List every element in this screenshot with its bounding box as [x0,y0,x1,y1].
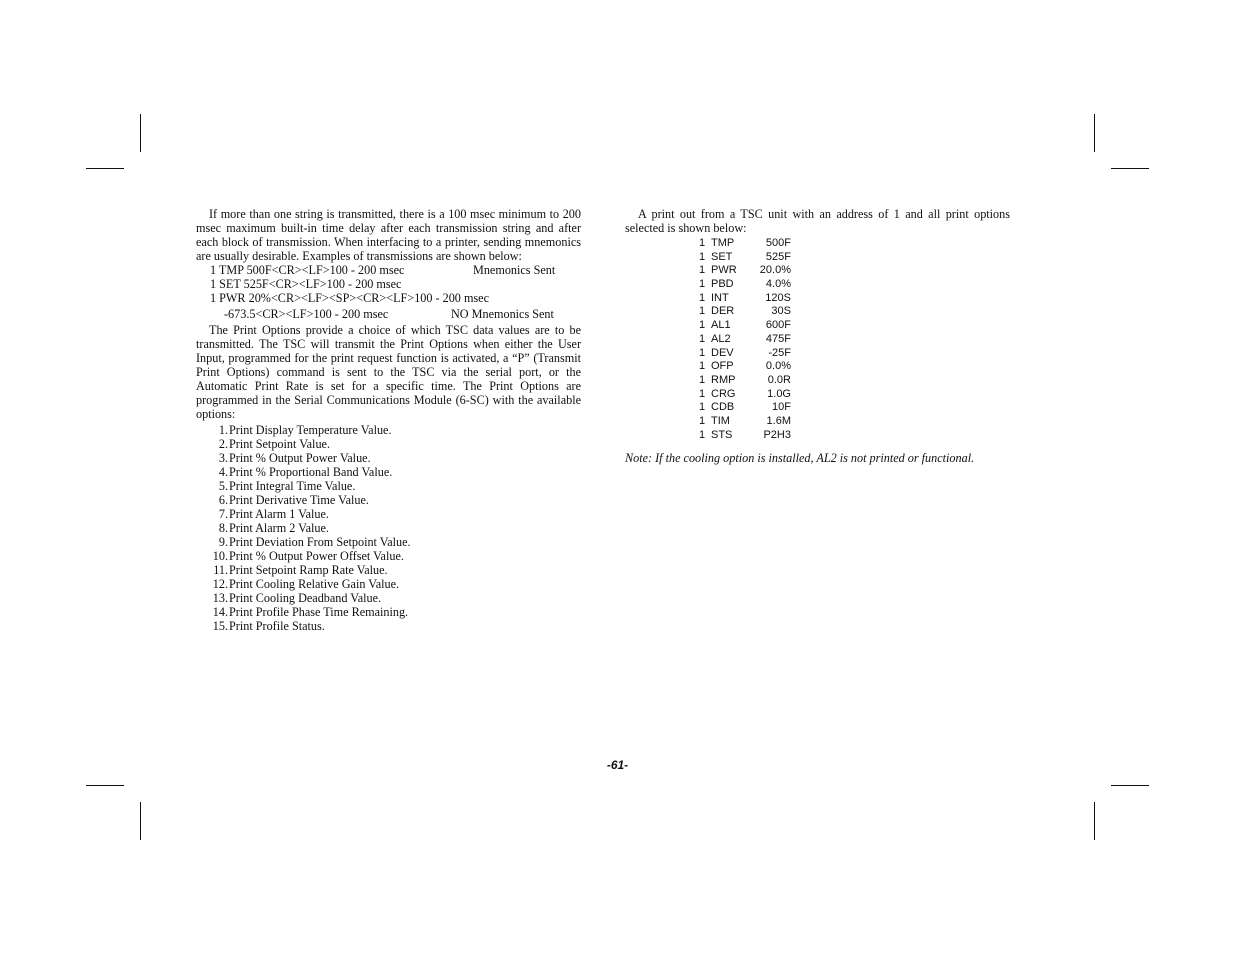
option-text: Print Setpoint Value. [229,437,330,451]
option-text: Print Derivative Time Value. [229,493,369,507]
option-number: 7. [218,507,228,521]
printout-value: P2H3 [763,428,791,441]
print-option-item [196,619,581,633]
transmission-code: 1 SET 525F<CR><LF>100 - 200 msec [210,277,402,291]
printout-value: -25F [768,346,791,359]
printout-row [699,264,791,278]
printout-value: 1.6M [766,414,791,427]
transmission-code: -673.5<CR><LF>100 - 200 msec [224,307,389,321]
printout-mnemonic: DER [711,305,735,318]
option-number: 6. [218,493,228,507]
transmission-example [196,307,581,321]
printout-value: 30S [771,305,791,318]
printout-row [699,415,791,429]
printout-mnemonic: OFP [711,360,734,373]
print-option-item [196,479,581,493]
option-text: Print Display Temperature Value. [229,423,392,437]
printout-mnemonic: TMP [711,237,735,249]
printout-row [699,305,791,319]
crop-mark-bottom-right-vertical [1094,802,1095,840]
printout-row [699,429,791,443]
option-number: 1. [218,423,228,437]
option-text: Print Profile Status. [229,619,325,633]
printout-mnemonic: SET [711,250,733,263]
printout-mnemonic: PBD [711,278,734,291]
crop-mark-top-left-vertical [140,114,141,152]
option-number: 10. [212,549,228,563]
option-text: Print Cooling Deadband Value. [229,591,382,605]
print-option-item [196,423,581,437]
printout-mnemonic: CDB [711,401,735,414]
crop-mark-top-left-horizontal [86,168,124,169]
printout-row [699,319,791,333]
printout-address: 1 [699,237,706,249]
printout-value: 500F [765,237,791,249]
option-text: Print Integral Time Value. [229,479,356,493]
printout-address: 1 [699,264,706,277]
printout-value: 20.0% [759,264,791,277]
cooling-option-note: Note: If the cooling option is installed, AL2 is not printed or functional. [625,451,975,465]
print-option-item [196,591,581,605]
transmission-delay-paragraph: If more than one string is transmitted, there is a 100 msec minimum to 200 msec maximum built-in time delay after each transmission string and after each block of transmission. When interfacing to a printer, sending mnemonics are usually desirable. Examples of transmissions are shown below: [196,207,581,263]
option-text: Print % Output Power Value. [229,451,371,465]
print-option-item [196,437,581,451]
printout-value: 525F [765,250,791,263]
printout-address: 1 [699,319,706,332]
crop-mark-bottom-right-horizontal [1111,785,1149,786]
print-option-item [196,535,581,549]
option-text: Print Profile Phase Time Remaining. [229,605,409,619]
transmission-example [196,263,581,277]
print-option-item [196,451,581,465]
transmission-example [196,277,581,291]
print-option-item [196,563,581,577]
printout-mnemonic: AL2 [711,332,731,345]
printout-value: 475F [765,332,791,345]
printout-address: 1 [699,401,706,414]
printout-value: 0.0R [767,373,791,386]
print-option-item [196,493,581,507]
printout-address: 1 [699,428,706,441]
page-number: -61- [606,758,629,772]
option-text: Print Setpoint Ramp Rate Value. [229,563,388,577]
print-option-item [196,521,581,535]
print-option-item [196,507,581,521]
transmission-example [196,291,581,305]
option-number: 15. [212,619,228,633]
option-number: 13. [212,591,228,605]
print-option-item [196,465,581,479]
printout-row [699,251,791,265]
option-text: Print Alarm 1 Value. [229,507,329,521]
printout-address: 1 [699,305,706,318]
printout-mnemonic: CRG [711,387,736,400]
printout-address: 1 [699,387,706,400]
printout-address: 1 [699,414,706,427]
transmission-code: 1 PWR 20%<CR><LF><SP><CR><LF>100 - 200 msec [210,291,489,305]
right-column [625,207,1010,235]
transmission-code: 1 TMP 500F<CR><LF>100 - 200 msec [210,263,405,277]
crop-mark-bottom-left-vertical [140,802,141,840]
printout-row [699,292,791,306]
printout-address: 1 [699,278,706,291]
printout-intro-paragraph: A print out from a TSC unit with an address of 1 and all print options selected is shown below: [625,207,1010,235]
transmission-note: Mnemonics Sent [473,263,556,277]
option-number: 4. [218,465,228,479]
crop-mark-bottom-left-horizontal [86,785,124,786]
printout-row [699,374,791,388]
option-text: Print Cooling Relative Gain Value. [229,577,400,591]
option-text: Print Deviation From Setpoint Value. [229,535,411,549]
option-number: 5. [218,479,228,493]
printout-row [699,347,791,361]
printout-value: 4.0% [765,278,791,291]
printout-value: 1.0G [767,387,791,400]
option-number: 9. [218,535,228,549]
option-text: Print Alarm 2 Value. [229,521,329,535]
printout-mnemonic: INT [711,291,729,304]
print-options-list [196,423,581,633]
printout-row [699,278,791,292]
print-option-item [196,549,581,563]
printout-address: 1 [699,332,706,345]
printout-row [699,237,791,251]
printout-mnemonic: RMP [711,373,736,386]
printout-row [699,333,791,347]
printout-mnemonic: DEV [711,346,734,359]
option-text: Print % Proportional Band Value. [229,465,393,479]
printout-row [699,401,791,415]
printout-address: 1 [699,360,706,373]
printout-address: 1 [699,346,706,359]
printout-mnemonic: PWR [711,264,737,277]
option-number: 11. [213,563,228,577]
printout-address: 1 [699,291,706,304]
printout-address: 1 [699,250,706,263]
printout-address: 1 [699,373,706,386]
printout-row [699,360,791,374]
printout-row [699,388,791,402]
option-number: 14. [212,605,228,619]
crop-mark-top-right-vertical [1094,114,1095,152]
transmission-note: NO Mnemonics Sent [451,307,554,321]
print-option-item [196,577,581,591]
printout-value: 0.0% [765,360,791,373]
printout-value: 10F [772,401,791,414]
option-number: 8. [218,521,228,535]
printout-mnemonic: TIM [711,414,730,427]
printout-mnemonic: AL1 [711,319,731,332]
sample-printout [699,237,791,442]
printout-value: 600F [765,319,791,332]
print-options-paragraph: The Print Options provide a choice of which TSC data values are to be transmitted. The TSC will transmit the Print Options when either the User Input, programmed for the print request function is activated, a “P” (Transmit Print Options) command is sent to the TSC via the serial port, or the Automatic Print Rate is set for a specific time. The Print Options are programmed in the Serial Communications Module (6-SC) with the available options: [196,323,581,421]
crop-mark-top-right-horizontal [1111,168,1149,169]
printout-value: 120S [765,291,791,304]
print-option-item [196,605,581,619]
option-number: 2. [218,437,228,451]
option-number: 12. [212,577,228,591]
printout-mnemonic: STS [711,428,733,441]
left-column [196,207,581,633]
option-text: Print % Output Power Offset Value. [229,549,404,563]
option-number: 3. [218,451,228,465]
